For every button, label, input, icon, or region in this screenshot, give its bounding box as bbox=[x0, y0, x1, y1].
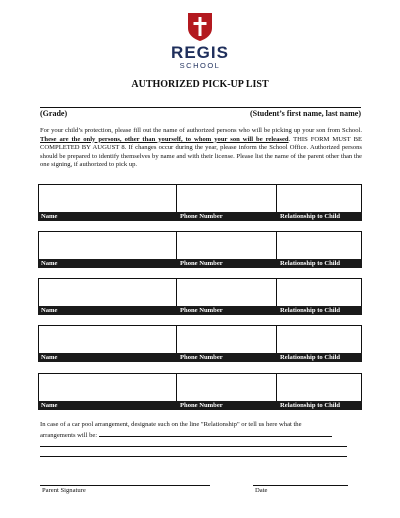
contact-block bbox=[38, 373, 362, 410]
label-bar bbox=[38, 401, 362, 410]
contact-block bbox=[38, 325, 362, 362]
relationship-label: Relationship to Child bbox=[280, 354, 341, 361]
phone-label: Phone Number bbox=[180, 402, 223, 409]
date-label: Date bbox=[255, 487, 268, 494]
name-field[interactable] bbox=[38, 325, 177, 353]
phone-field[interactable] bbox=[177, 184, 277, 212]
name-field[interactable] bbox=[38, 184, 177, 212]
label-bar bbox=[38, 306, 362, 315]
instructions-part1: For your child’s protection, please fill out the name of authorized persons who will be picking up your son from School. bbox=[40, 127, 362, 134]
name-label: Name bbox=[41, 260, 58, 267]
student-name-label: (Student’s first name, last name) bbox=[249, 109, 361, 118]
instructions-emphasis: These are the only persons, other than yourself, to whom your son will be released bbox=[40, 135, 289, 143]
phone-label: Phone Number bbox=[180, 213, 223, 220]
label-bar bbox=[38, 259, 362, 268]
date-line[interactable] bbox=[253, 485, 348, 486]
carpool-text-line1: In case of a car pool arrangement, designate such on the line "Relationship" or tell us here what the bbox=[40, 421, 302, 428]
label-bar bbox=[38, 212, 362, 221]
carpool-extra-line[interactable] bbox=[40, 456, 347, 457]
contact-block bbox=[38, 278, 362, 315]
relationship-field[interactable] bbox=[277, 278, 362, 306]
name-label: Name bbox=[41, 354, 58, 361]
name-field[interactable] bbox=[38, 231, 177, 259]
phone-label: Phone Number bbox=[180, 260, 223, 267]
name-field[interactable] bbox=[38, 278, 177, 306]
carpool-arrangements-field[interactable] bbox=[99, 429, 332, 437]
relationship-field[interactable] bbox=[277, 325, 362, 353]
phone-field[interactable] bbox=[177, 278, 277, 306]
carpool-extra-line[interactable] bbox=[40, 446, 347, 447]
parent-signature-label: Parent Signature bbox=[42, 487, 86, 494]
logo-name: REGIS bbox=[171, 43, 229, 62]
grade-label: (Grade) bbox=[40, 109, 68, 118]
label-bar bbox=[38, 353, 362, 362]
contact-block bbox=[38, 231, 362, 268]
carpool-text-line2 bbox=[40, 429, 362, 440]
carpool-section bbox=[40, 420, 362, 440]
relationship-label: Relationship to Child bbox=[280, 260, 341, 267]
instructions-part2: . THIS FORM MUST BE COMPLETED BY AUGUST 8. If changes occur during the year, please inform the School Office. Authorized persons should be prepared to identify themselves by name and with their license. Please list the name of the parent other than the one signing, if authorized to pick up. bbox=[40, 135, 362, 169]
relationship-label: Relationship to Child bbox=[280, 307, 341, 314]
relationship-label: Relationship to Child bbox=[280, 402, 341, 409]
phone-label: Phone Number bbox=[180, 307, 223, 314]
shield-cross-icon bbox=[187, 12, 213, 42]
relationship-field[interactable] bbox=[277, 231, 362, 259]
name-field[interactable] bbox=[38, 373, 177, 401]
parent-signature-line[interactable] bbox=[40, 485, 210, 486]
phone-label: Phone Number bbox=[180, 354, 223, 361]
instructions-paragraph bbox=[40, 127, 362, 170]
relationship-label: Relationship to Child bbox=[280, 213, 341, 220]
logo-subtitle: SCHOOL bbox=[179, 61, 221, 70]
name-label: Name bbox=[41, 307, 58, 314]
phone-field[interactable] bbox=[177, 231, 277, 259]
relationship-field[interactable] bbox=[277, 373, 362, 401]
school-logo bbox=[0, 12, 400, 70]
phone-field[interactable] bbox=[177, 373, 277, 401]
name-label: Name bbox=[41, 213, 58, 220]
phone-field[interactable] bbox=[177, 325, 277, 353]
contact-block bbox=[38, 184, 362, 221]
form-title: AUTHORIZED PICK-UP LIST bbox=[131, 79, 269, 90]
name-label: Name bbox=[41, 402, 58, 409]
grade-student-line[interactable] bbox=[40, 107, 361, 108]
carpool-arrangements-label: arrangements will be: bbox=[40, 432, 98, 439]
relationship-field[interactable] bbox=[277, 184, 362, 212]
